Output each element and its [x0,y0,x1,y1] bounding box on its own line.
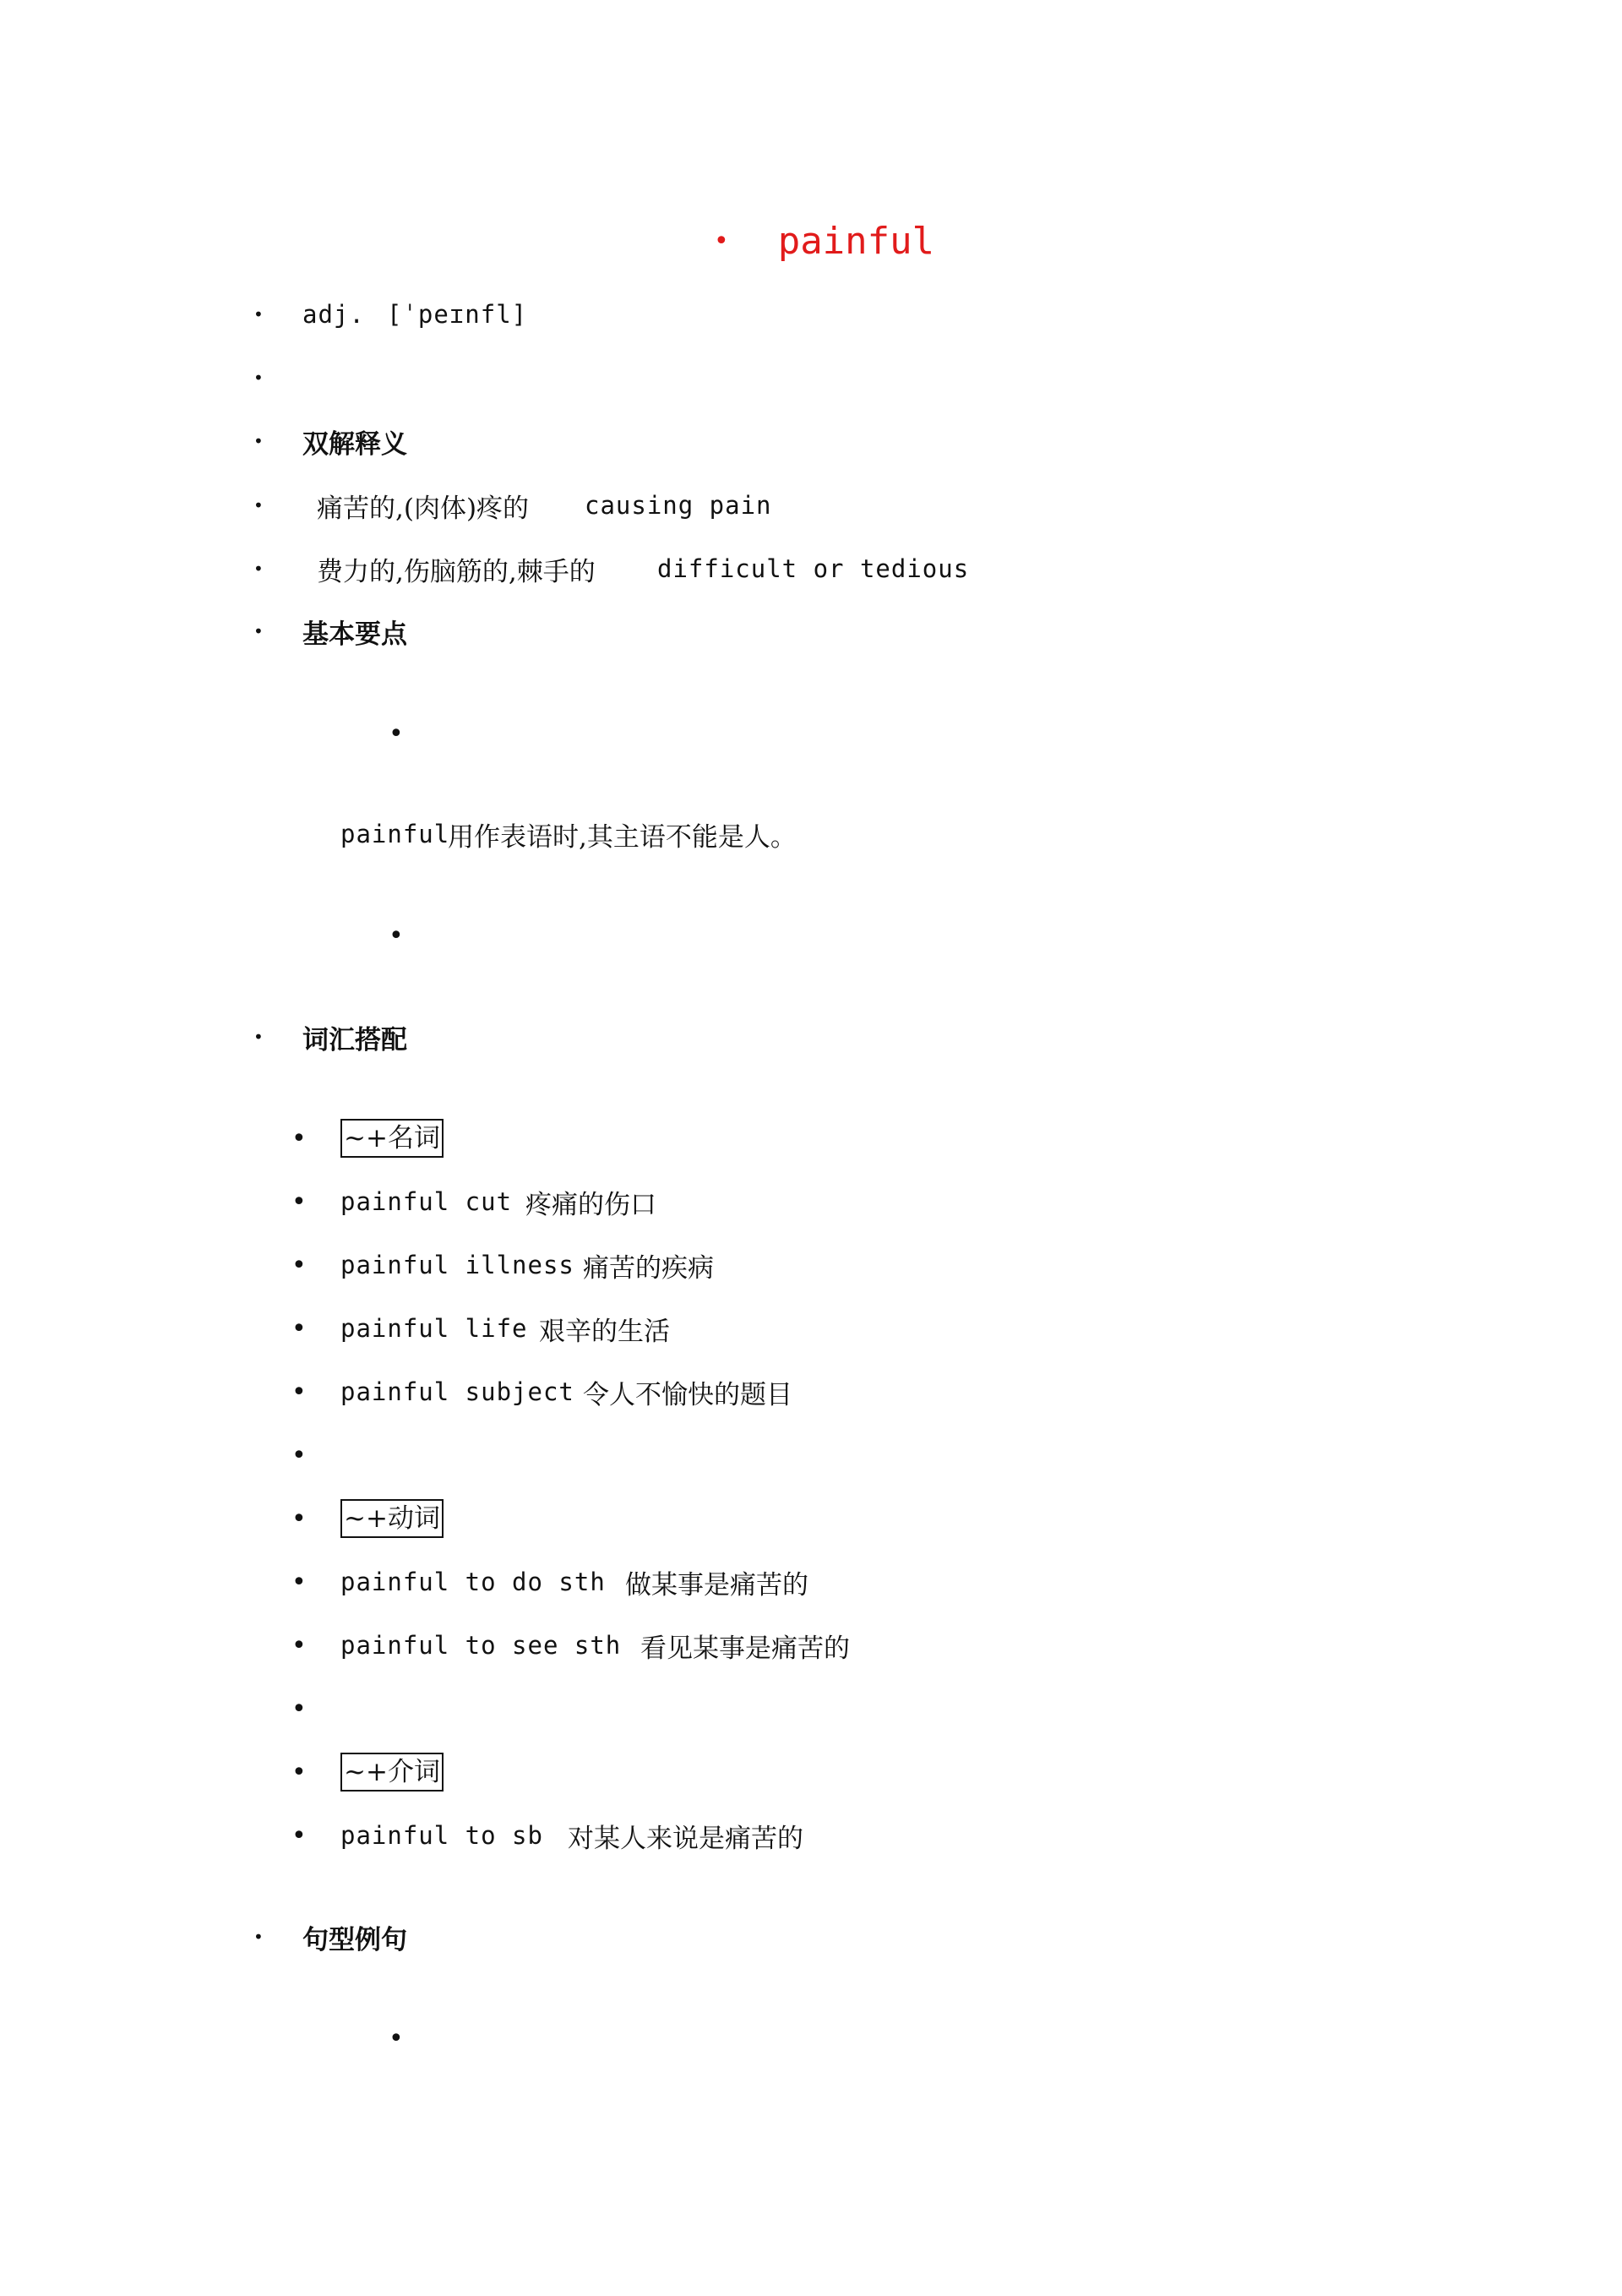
collocation-cn: 艰辛的生活 [539,1316,670,1347]
collocation-tag: ~+名词 [340,1119,444,1158]
headword: painful [777,219,935,263]
collocation-en: painful subject [340,1377,574,1406]
definition-cn: 痛苦的,(肉体)疼的 [317,493,530,524]
collocation-cn: 对某人来说是痛苦的 [568,1823,803,1854]
list-bullet: • [291,1123,307,1153]
collocation-en: painful life [340,1314,528,1343]
list-bullet: • [253,559,264,579]
collocation-cn: 疼痛的伤口 [525,1189,656,1220]
entry-title [714,215,934,266]
section-heading: 基本要点 [302,619,407,650]
collocation-en: painful to do sth [340,1568,606,1596]
section-heading: 句型例句 [302,1924,407,1955]
title-bullet: • [714,226,729,256]
list-bullet: • [253,1027,264,1047]
collocation-tag: ~+动词 [340,1499,444,1538]
list-bullet: • [389,2023,404,2053]
phonetic: [ˈpeɪnfl] [387,300,528,329]
section-heading: 双解释义 [302,428,407,460]
list-bullet: • [253,304,264,324]
list-bullet: • [291,1440,307,1470]
list-bullet: • [291,1567,307,1597]
collocation-cn: 令人不愉快的题目 [583,1379,792,1410]
section-heading: 词汇搭配 [302,1024,407,1055]
list-bullet: • [389,718,404,749]
list-bullet: • [253,495,264,515]
list-bullet: • [291,1377,307,1407]
definition-cn: 费力的,伤脑筋的,棘手的 [317,556,596,587]
note-text: 用作表语时,其主语不能是人。 [448,821,797,853]
collocation-cn: 做某事是痛苦的 [625,1569,808,1601]
definition-en: difficult or tedious [657,554,970,583]
list-bullet: • [389,920,404,951]
collocation-tag: ~+介词 [340,1753,444,1792]
list-bullet: • [253,621,264,641]
list-bullet: • [253,368,264,388]
definition-en: causing pain [585,491,772,520]
list-bullet: • [291,1757,307,1787]
list-bullet: • [253,1927,264,1947]
collocation-en: painful to see sth [340,1631,622,1660]
list-bullet: • [291,1313,307,1344]
note-word: painful [340,820,450,848]
list-bullet: • [291,1820,307,1851]
list-bullet: • [291,1630,307,1661]
list-bullet: • [253,431,264,451]
collocation-en: painful to sb [340,1821,543,1850]
collocation-cn: 看见某事是痛苦的 [640,1633,850,1664]
collocation-en: painful illness [340,1251,574,1279]
collocation-cn: 痛苦的疾病 [583,1252,714,1284]
list-bullet: • [291,1250,307,1280]
list-bullet: • [291,1186,307,1217]
list-bullet: • [291,1693,307,1724]
part-of-speech: adj. [302,300,365,329]
collocation-en: painful cut [340,1187,513,1216]
list-bullet: • [291,1503,307,1534]
